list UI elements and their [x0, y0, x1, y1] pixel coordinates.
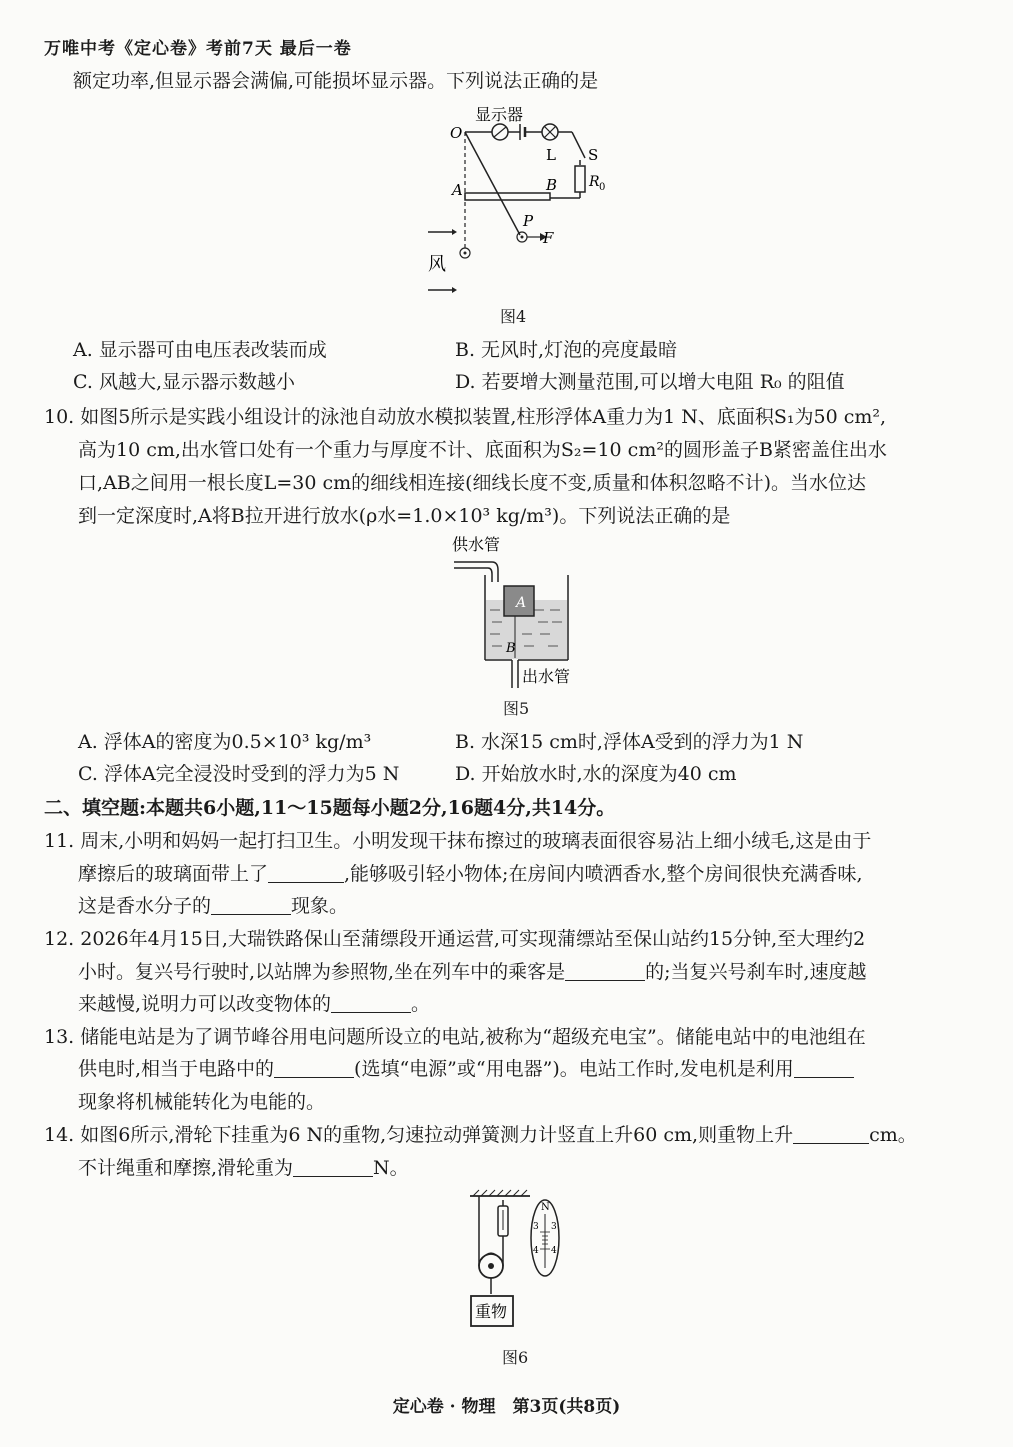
q12-blank-2[interactable] — [331, 992, 411, 1013]
fig5-label-b: B — [506, 641, 516, 656]
q12-line-3a: 来越慢,说明力可以改变物体的 — [78, 993, 332, 1015]
q14-line-2a: 不计绳重和摩擦,滑轮重为 — [78, 1157, 294, 1179]
q11-line-1: 11. 周末,小明和妈妈一起打扫卫生。小明发现干抹布擦过的玻璃表面很容易沾上细小绒毛,这是由于 — [44, 830, 872, 852]
figure-4 — [410, 100, 610, 304]
q11-line-3 — [78, 893, 348, 919]
q13-line-2a: 供电时,相当于电路中的 — [78, 1058, 275, 1080]
fig4-label-b: B — [546, 176, 558, 194]
q11-line-2b: ,能够吸引轻小物体;在房间内喷洒香水,整个房间很快充满香味, — [344, 863, 863, 885]
q10-option-c: C. 浮体A完全浸没时受到的浮力为5 N — [78, 763, 400, 785]
q13-line-3: 现象将机械能转化为电能的。 — [78, 1091, 326, 1113]
fig4-slide-bar — [465, 193, 550, 200]
fig4-pendulum-rod — [465, 132, 520, 235]
fig5-label-outlet: 出水管 — [522, 667, 571, 686]
q11-line-3a: 这是香水分子的 — [78, 895, 212, 917]
figure-5-pool — [440, 530, 600, 695]
fig5-label-supply: 供水管 — [452, 535, 501, 554]
q9-option-c: C. 风越大,显示器示数越小 — [73, 371, 295, 393]
section-2-heading: 二、填空题:本题共6小题,11～15题每小题2分,16题4分,共14分。 — [44, 797, 616, 819]
q12-blank-1[interactable] — [565, 960, 645, 981]
fig4-label-display: 显示器 — [475, 105, 524, 124]
figure-6-pulley — [465, 1188, 575, 1338]
fig4-label-r0: R — [589, 174, 600, 190]
q11-line-2 — [78, 861, 863, 887]
fig4-label-p: P — [523, 212, 534, 230]
fig5-caption: 图5 — [503, 699, 530, 718]
page-header: 万唯中考《定心卷》考前7天 最后一卷 — [44, 39, 352, 59]
q12-line-2b: 的;当复兴号刹车时,速度越 — [645, 961, 867, 983]
q13-line-2b: (选填“电源”或“用电器”)。电站工作时,发电机是利用 — [354, 1058, 794, 1080]
q14-blank-2[interactable] — [293, 1156, 373, 1177]
q10-option-a: A. 浮体A的密度为0.5×10³ kg/m³ — [78, 731, 372, 753]
fig4-resistor-icon — [575, 166, 585, 192]
q12-line-3b: 。 — [411, 993, 431, 1015]
q12-line-2 — [78, 959, 867, 985]
fig5-label-a: A — [516, 595, 527, 611]
fig4-label-r0-sub: 0 — [599, 182, 606, 193]
q11-blank-2[interactable] — [211, 894, 291, 915]
q11-blank-1[interactable] — [268, 862, 344, 883]
page-footer: 定心卷 · 物理 第3页(共8页) — [392, 1397, 621, 1417]
q10-line-2: 高为10 cm,出水管口处有一个重力与厚度不计、底面积为S₂=10 cm²的圆形盖子B紧密盖住出水 — [78, 439, 887, 461]
q10-line-3: 口,AB之间用一根长度L=30 cm的细线相连接(细线长度不变,质量和体积忽略不计)。当水位达 — [78, 472, 867, 494]
q14-line-1a: 14. 如图6所示,滑轮下挂重为6 N的重物,匀速拉动弹簧测力计竖直上升60 cm,则重物上升 — [44, 1124, 794, 1146]
figure-5 — [440, 530, 600, 699]
fig6-label-weight: 重物 — [475, 1302, 508, 1321]
q9-tail-text: 额定功率,但显示器会满偏,可能损坏显示器。下列说法正确的是 — [73, 70, 599, 92]
q11-line-2a: 摩擦后的玻璃面带上了 — [78, 863, 269, 885]
q12-line-3 — [78, 991, 430, 1017]
fig4-label-wind: 风 — [428, 254, 446, 275]
figure-6 — [465, 1188, 575, 1342]
q11-line-3b: 现象。 — [291, 895, 349, 917]
fig4-label-l: L — [546, 146, 556, 164]
q14-line-1 — [44, 1122, 917, 1148]
fig4-switch-icon — [572, 132, 585, 158]
fig4-label-s: S — [588, 146, 599, 164]
q13-blank-2[interactable] — [794, 1057, 854, 1078]
q13-line-1: 13. 储能电站是为了调节峰谷用电问题所设立的电站,被称为“超级充电宝”。储能电站中的电池组在 — [44, 1026, 866, 1048]
q9-option-a: A. 显示器可由电压表改装而成 — [73, 339, 327, 361]
fig6-label-n: N — [541, 1202, 550, 1213]
fig4-label-a: A — [452, 181, 463, 199]
q12-line-2a: 小时。复兴号行驶时,以站牌为参照物,坐在列车中的乘客是 — [78, 961, 566, 983]
q14-line-2b: N。 — [373, 1157, 409, 1179]
fig6-tick-3-right: 3 — [551, 1222, 557, 1232]
fig6-tick-3-left: 3 — [533, 1222, 539, 1232]
q10-line-1: 10. 如图5所示是实践小组设计的泳池自动放水模拟装置,柱形浮体A重力为1 N、底面积S₁为50 cm², — [44, 406, 887, 428]
fig4-caption: 图4 — [500, 307, 527, 326]
fig6-tick-4-left: 4 — [533, 1246, 539, 1256]
q10-line-4: 到一定深度时,A将B拉开进行放水(ρ水=1.0×10³ kg/m³)。下列说法正确的是 — [78, 505, 731, 527]
fig6-caption: 图6 — [502, 1348, 529, 1367]
q13-line-2 — [78, 1056, 854, 1082]
q14-blank-1[interactable] — [793, 1123, 869, 1144]
q13-blank-1[interactable] — [274, 1057, 354, 1078]
q14-line-1b: cm。 — [869, 1124, 917, 1146]
q10-option-d: D. 开始放水时,水的深度为40 cm — [455, 763, 737, 785]
q10-option-b: B. 水深15 cm时,浮体A受到的浮力为1 N — [455, 731, 804, 753]
fig4-label-f: F — [543, 229, 554, 247]
q9-option-b: B. 无风时,灯泡的亮度最暗 — [455, 339, 678, 361]
fig6-tick-4-right: 4 — [551, 1246, 557, 1256]
q14-line-2 — [78, 1155, 409, 1181]
q12-line-1: 12. 2026年4月15日,大瑞铁路保山至蒲缥段开通运营,可实现蒲缥站至保山站约15分钟,至大理约2 — [44, 928, 866, 950]
figure-4-circuit — [410, 100, 610, 300]
q9-option-d: D. 若要增大测量范围,可以增大电阻 R₀ 的阻值 — [455, 371, 845, 393]
fig4-label-o: O — [450, 124, 463, 142]
